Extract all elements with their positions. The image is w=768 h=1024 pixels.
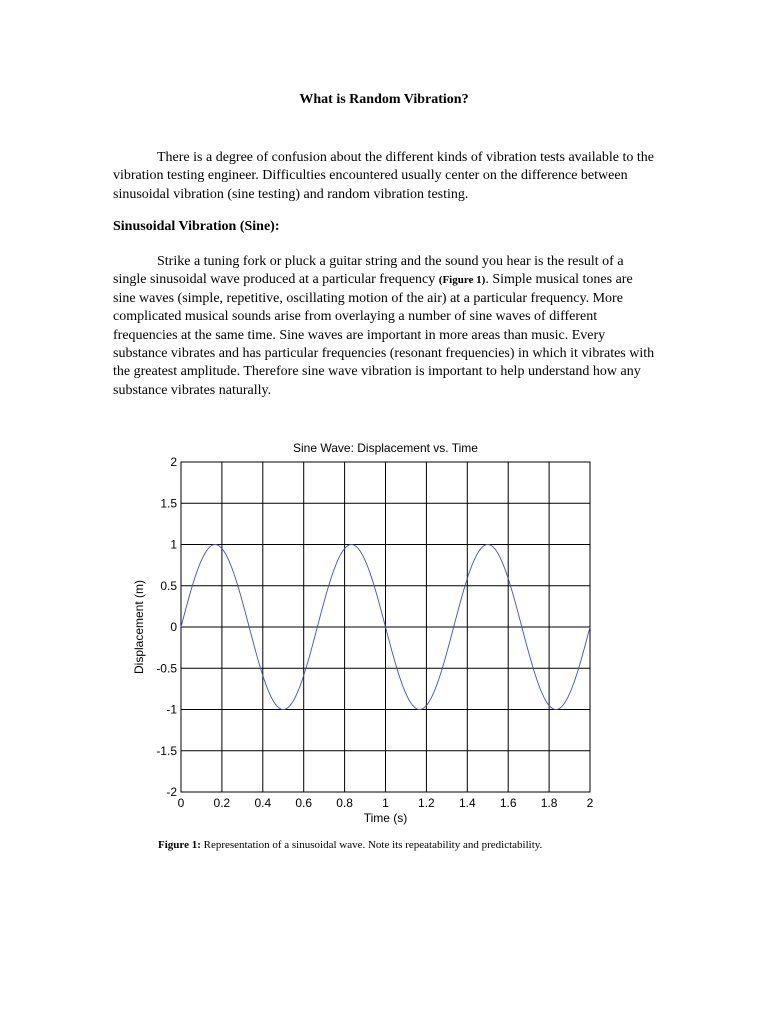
y-tick-label: 0.5 bbox=[160, 578, 177, 593]
y-tick-label: -1 bbox=[166, 702, 177, 717]
y-tick-label: -1.5 bbox=[156, 743, 177, 758]
x-tick-label: 0 bbox=[177, 796, 185, 810]
figure-caption bbox=[158, 839, 542, 851]
section-heading: Sinusoidal Vibration (Sine): bbox=[113, 219, 280, 234]
x-tick-label: 1 bbox=[382, 796, 389, 810]
x-tick-label: 0.2 bbox=[213, 796, 231, 810]
y-tick-label: 1.5 bbox=[160, 496, 177, 511]
x-tick-label: 1.4 bbox=[458, 796, 476, 810]
body-text-part1: Strike a tuning fork or pluck a guitar string and the sound you hear is the result of a single sinusoidal wave produced at a particular frequency bbox=[113, 254, 624, 288]
y-tick-label: 0 bbox=[170, 620, 177, 634]
x-tick-label: 0.6 bbox=[295, 796, 313, 810]
x-tick-label: 2 bbox=[586, 796, 594, 810]
intro-paragraph bbox=[113, 149, 658, 204]
y-tick-label: -2 bbox=[166, 785, 177, 799]
chart-title: Sine Wave: Displacement vs. Time bbox=[293, 441, 478, 455]
x-tick-label: 1.6 bbox=[499, 796, 517, 810]
caption-label: Figure 1: bbox=[158, 839, 201, 851]
x-tick-label: 1.8 bbox=[540, 796, 558, 810]
intro-text: There is a degree of confusion about the different kinds of vibration tests available to the vibration testing engineer. Difficulties encountered usually center on the difference between sinusoidal vibration (sine testing) and random vibration testing. bbox=[113, 150, 654, 202]
y-tick-label: 2 bbox=[170, 455, 177, 469]
document-title: What is Random Vibration? bbox=[299, 92, 469, 107]
sine-wave-chart bbox=[120, 432, 610, 836]
figure-reference: (Figure 1) bbox=[438, 274, 486, 287]
y-tick-label: -0.5 bbox=[156, 661, 177, 676]
y-tick-label: 1 bbox=[170, 537, 177, 552]
y-axis-label: Displacement (m) bbox=[132, 579, 146, 675]
x-axis-label: Time (s) bbox=[363, 811, 408, 825]
x-tick-label: 0.8 bbox=[336, 796, 353, 810]
x-tick-label: 0.4 bbox=[254, 796, 272, 810]
body-paragraph bbox=[113, 253, 658, 400]
x-tick-label: 1.2 bbox=[418, 796, 435, 810]
caption-text: Representation of a sinusoidal wave. Note its repeatability and predictability. bbox=[200, 839, 543, 851]
chart-svg bbox=[120, 432, 610, 836]
body-text-part2: . Simple musical tones are sine waves (simple, repetitive, oscillating motion of the air) at a particular frequency. More complicated musical sounds arise from overlaying a number of sine waves of different frequencies at the same time. Sine waves are important in more areas than music. Every substance vibrates and has particular frequencies (resonant frequencies) in which it vibrates with the greatest amplitude. Therefore sine wave vibration is important to help understand how any substance vibrates naturally. bbox=[113, 272, 655, 398]
